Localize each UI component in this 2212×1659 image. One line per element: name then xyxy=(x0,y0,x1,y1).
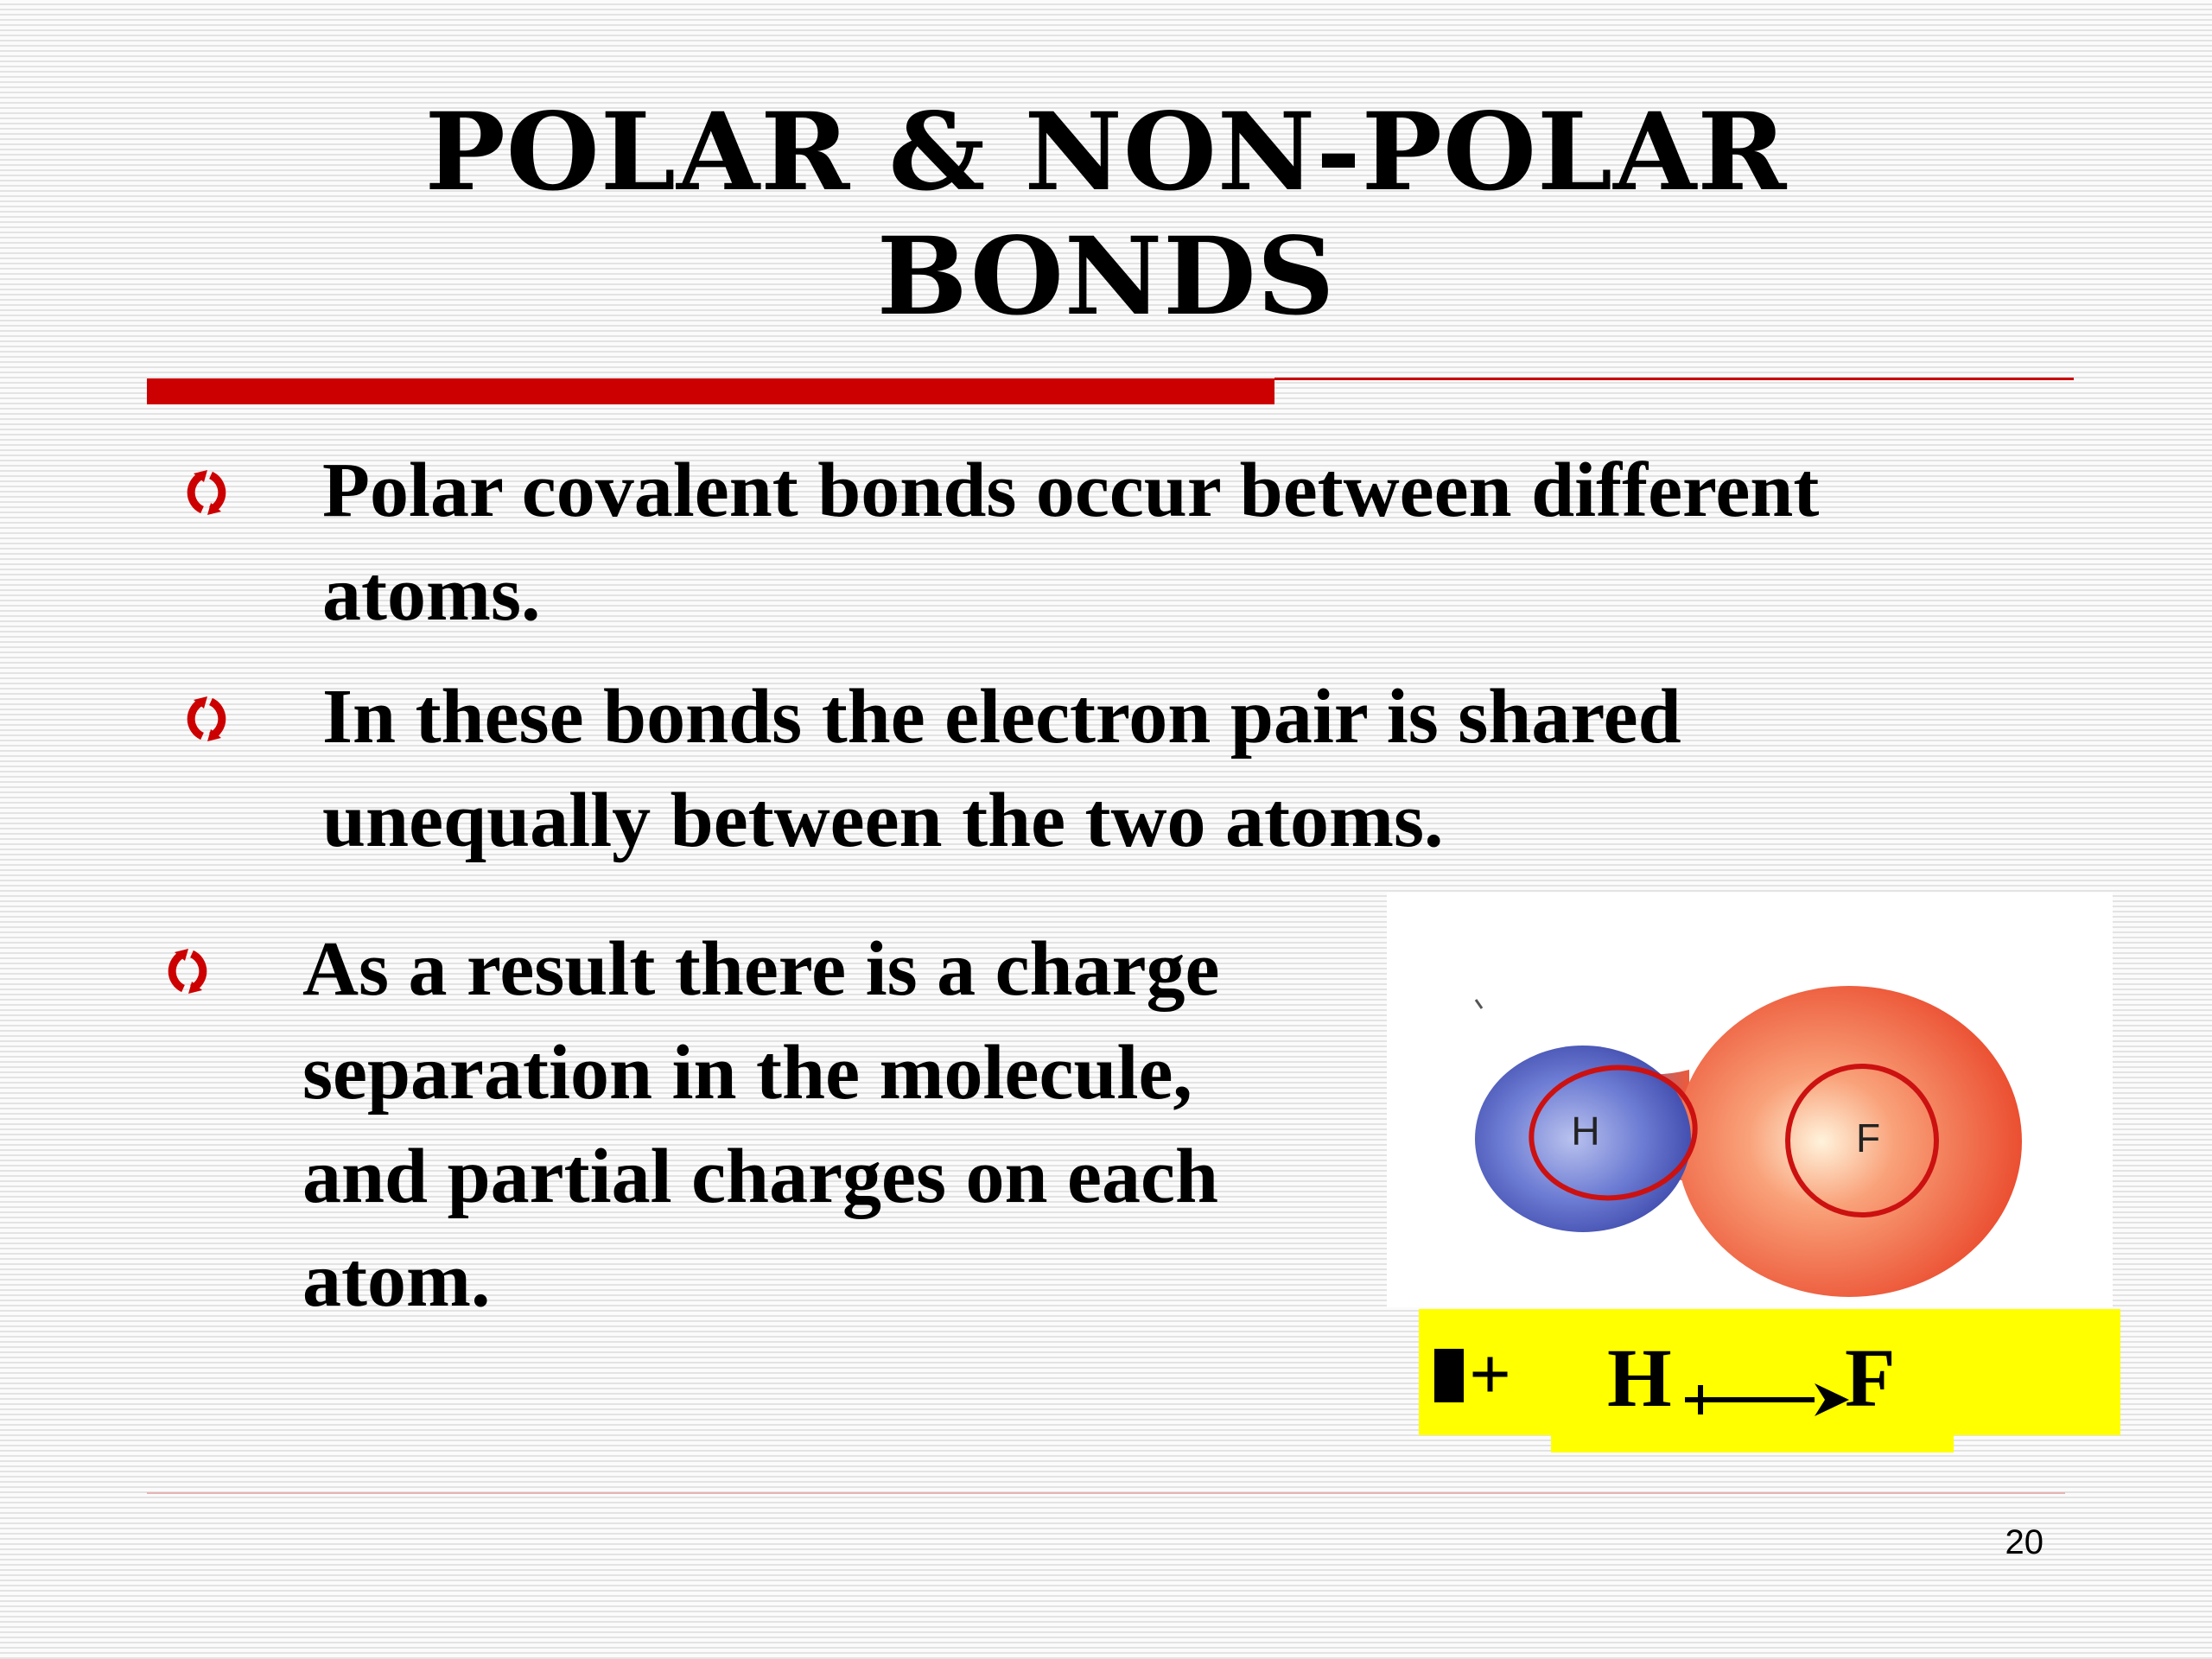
title-line-2: BONDS xyxy=(876,214,1336,340)
curved-arrows-bullet-icon xyxy=(181,439,233,543)
hf-molecule-figure xyxy=(1387,893,2113,1307)
bullet-item xyxy=(181,665,2108,873)
slide-title xyxy=(0,91,2212,340)
bullet-3-line-2: separation in the molecule, xyxy=(302,1030,1192,1116)
partial-charge-label xyxy=(1434,1331,1511,1417)
partial-charge-sign: + xyxy=(1469,1332,1512,1415)
missing-glyph-icon xyxy=(1434,1349,1464,1402)
bond-dipole-caption xyxy=(1599,1318,1944,1439)
hydrogen-atom-label: H xyxy=(1571,1109,1600,1154)
bullet-2-line-1: In these bonds the electron pair is shared xyxy=(322,674,1681,760)
curved-arrows-bullet-icon xyxy=(162,918,214,1021)
bullet-1-line-2: atoms. xyxy=(322,551,541,637)
title-underline-thick xyxy=(147,378,1274,404)
title-line-1: POLAR & NON-POLAR xyxy=(424,90,1788,215)
bullet-3-line-1: As a result there is a charge xyxy=(302,926,1220,1012)
bullet-1-line-1: Polar covalent bonds occur between different xyxy=(322,448,1820,533)
fluorine-atom-label: F xyxy=(1855,1116,1881,1160)
page-number: 20 xyxy=(2005,1523,2044,1561)
curved-arrows-bullet-icon xyxy=(181,665,233,769)
footer-divider xyxy=(147,1492,2065,1494)
caption-hydrogen: H xyxy=(1607,1332,1672,1424)
hf-molecule-diagram xyxy=(1387,893,2113,1307)
bullet-item xyxy=(162,918,1372,1332)
figure-tick-mark xyxy=(1476,1000,1482,1008)
title-underline-thin xyxy=(1274,378,2074,380)
fluorine-electron-cloud xyxy=(1676,986,2022,1297)
right-arrow-icon xyxy=(1685,1383,1849,1416)
bullet-3-line-3: and partial charges on each xyxy=(302,1134,1219,1219)
caption-fluorine: F xyxy=(1845,1332,1896,1424)
bullet-3-line-4: atom. xyxy=(302,1237,491,1323)
bullet-item xyxy=(181,439,2108,646)
bullet-2-line-2: unequally between the two atoms. xyxy=(322,778,1444,863)
